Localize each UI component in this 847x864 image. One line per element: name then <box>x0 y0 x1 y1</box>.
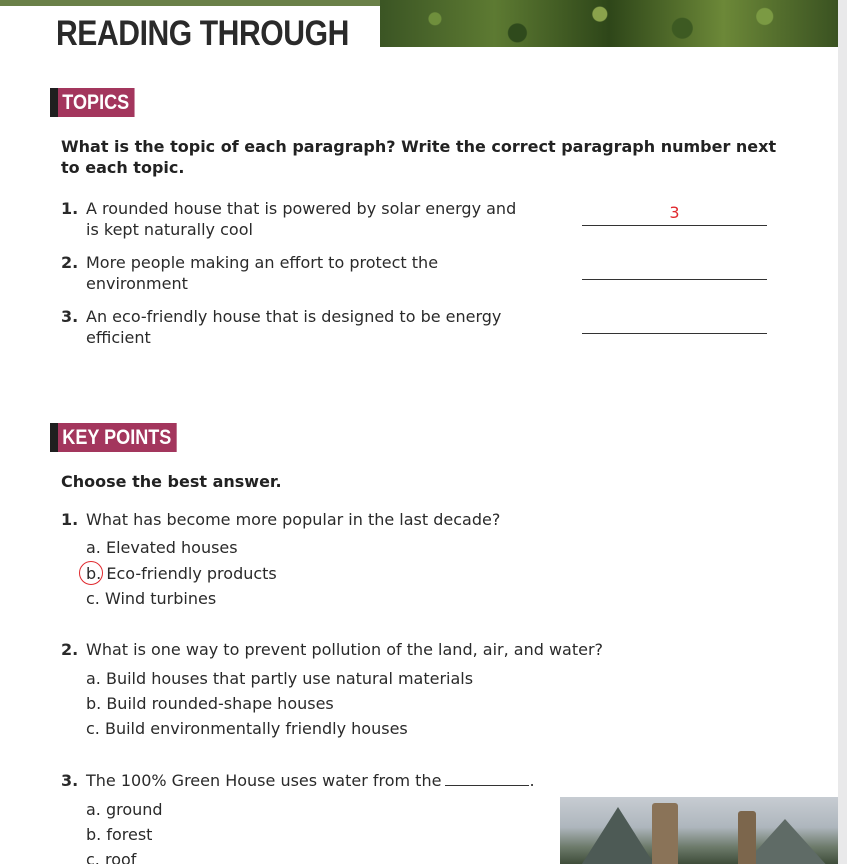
section-marker <box>50 423 58 452</box>
key-points-label: KEY POINTS <box>58 423 177 452</box>
topic-text-line2: environment <box>86 274 188 293</box>
question-3 <box>61 770 535 791</box>
section-marker <box>50 88 58 117</box>
question-text: What is one way to prevent pollution of the land, air, and water? <box>86 640 604 659</box>
topic-item-2 <box>61 252 561 294</box>
question-1 <box>61 509 500 530</box>
key-points-instruction: Choose the best answer. <box>61 472 282 491</box>
option-1a[interactable]: a. Elevated houses <box>86 538 238 557</box>
question-3-answer-blank[interactable] <box>445 771 529 786</box>
option-2c[interactable]: c. Build environmentally friendly houses <box>86 719 408 738</box>
mountain-shape <box>580 807 656 864</box>
option-2a[interactable]: a. Build houses that partly use natural materials <box>86 669 474 688</box>
header-foliage-photo <box>380 0 838 47</box>
topic-answer-blank-2[interactable] <box>582 257 767 280</box>
topic-answer-blank-1[interactable]: 3 <box>582 203 767 226</box>
question-number: 2. <box>61 640 79 659</box>
option-1c[interactable]: c. Wind turbines <box>86 589 217 608</box>
topic-item-1 <box>61 198 561 240</box>
selected-answer-circle <box>79 561 103 585</box>
option-1b[interactable]: b. Eco-friendly products <box>86 564 277 583</box>
topic-number: 2. <box>61 253 79 272</box>
wooden-post <box>652 803 678 864</box>
topic-text-line1: A rounded house that is powered by solar energy and <box>86 199 517 218</box>
wooden-post <box>738 811 756 864</box>
topics-label: TOPICS <box>58 88 134 117</box>
topics-instruction: What is the topic of each paragraph? Write the correct paragraph number next to each topic. <box>61 137 777 177</box>
question-number: 3. <box>61 771 79 790</box>
question-text: The 100% Green House uses water from the <box>86 771 442 790</box>
topic-text-line1: More people making an effort to protect the <box>86 253 439 272</box>
question-2 <box>61 639 603 660</box>
topic-number: 3. <box>61 307 79 326</box>
topic-answer-blank-3[interactable] <box>582 311 767 334</box>
option-3c[interactable]: c. roof <box>86 850 137 864</box>
topic-number: 1. <box>61 199 79 218</box>
topic-text-line2: is kept naturally cool <box>86 220 253 239</box>
question-end-punctuation: . <box>529 771 535 790</box>
topic-item-3 <box>61 306 561 348</box>
topic-text-line2: efficient <box>86 328 151 347</box>
option-3a[interactable]: a. ground <box>86 800 163 819</box>
question-text: What has become more popular in the last decade? <box>86 510 501 529</box>
question-number: 1. <box>61 510 79 529</box>
topic-text-line1: An eco-friendly house that is designed to be energy <box>86 307 502 326</box>
page-title-box <box>0 6 380 55</box>
topics-section-header <box>50 88 147 117</box>
page-title: READING THROUGH <box>56 14 349 53</box>
landscape-photo <box>560 797 838 864</box>
option-2b[interactable]: b. Build rounded-shape houses <box>86 694 334 713</box>
option-3b[interactable]: b. forest <box>86 825 153 844</box>
key-points-section-header <box>50 423 196 452</box>
